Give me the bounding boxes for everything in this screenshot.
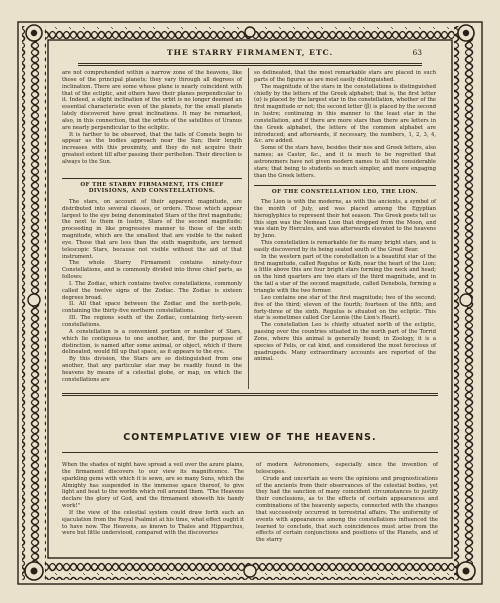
paragraph: By this division, the Stars are so distinguished from one another, that any particular star may be readily found in the heavens by means of a celestial globe, or map, on which the constellations are [62, 356, 242, 383]
bottom-right-column [256, 462, 438, 544]
left-column [62, 70, 242, 384]
paragraph: The Lion is with the moderns, as with the ancients, a symbol of the month of July, and was placed among the Egyptian hieroglyphics to represent their hot season. The Greek poets tell us this sign was the Nemean Lion that dropped from the Moon, and was slain by Hercules, and was afterwards elevated to the heavens by Juno. [254, 199, 436, 240]
bottom-left-column [62, 462, 244, 537]
paragraph: The whole Starry Firmament contains ninety-four Constellations, and is commonly divided into three chief parts, as follows: [62, 260, 242, 281]
paragraph: When the shades of night have spread a veil over the azure plains, the firmament discovers to our view its magnificence. The sparkling gems with which it is sewn, are so many Suns, which the Almighty has suspended in the immense space thereof, to give light and heat to the worlds which roll around them. "The Heavens declare the glory of God, and the firmament showeth his handy work!" [62, 462, 244, 510]
paragraph: Some of the stars have, besides their nos and Greek letters, also names; as Castor, &c., and it is much to be regretted that astronomers have not given modern names to all the considerable stars; that being to students so much simpler, and more engaging than the Greek letters. [254, 145, 436, 179]
paragraph: of modern Astronomers, especially since the invention of telescopes. [256, 462, 438, 475]
paragraph: are not comprehended within a narrow zone of the heavens, like those of the principal planets; they vary through all degrees of inclination. There are some whose plane is nearly coincident with that of the ecliptic, and others have their planes perpendicular to it. Indeed, a slight inclination of the orbit is no longer deemed an essential characteristic even of the planets, for the small planets lately discovered have great inclinations. It may be remarked, also, in this connection, that the orbits of the satellites of Uranus are nearly perpendicular to the ecliptic. [62, 70, 242, 131]
section-rule [62, 178, 242, 179]
running-head [78, 48, 422, 64]
section-divider-rule-double [62, 395, 438, 396]
paragraph: I. The Zodiac, which contains twelve constellations, commonly called the twelve signs of the Zodiac. The Zodiac is sixteen degrees broad. [62, 280, 242, 301]
section-heading-contemplative: CONTEMPLATIVE VIEW OF THE HEAVENS. [123, 432, 377, 443]
section-heading-leo: OF THE CONSTELLATION LEO, THE LION. [271, 188, 419, 195]
paragraph: II. All that space between the Zodiac and the north-pole, containing the thirty-five northern constellations. [62, 301, 242, 315]
paragraph: so delineated, that the most remarkable stars are placed in such parts of the figures as are most easily distinguished. [254, 70, 436, 83]
heading-underline [62, 452, 438, 453]
paragraph: This constellation is remarkable for its many bright stars, and is easily discovered by its being seated south of the Great Bear. [254, 240, 436, 253]
section-rule [254, 185, 436, 186]
header-rule-double [78, 65, 422, 66]
paragraph: The stars, on account of their apparent magnitude, are distributed into several classes, or orders. Those which appear largest to the eye being denominated Stars of the first magnitude; the next to them in lustre, Stars of the second magnitude; proceeding in like progressive manner to those of the sixth magnitude, which are the smallest that are visible to the naked eye. Those that are less than the sixth magnitude, are termed telescopic Stars, because not visible without the aid of that instrument. [62, 198, 242, 260]
paragraph: Leo contains one star of the first magnitude; two of the second; five of the third; eleven of the fourth; fourteen of the fifth; and forty-three of the sixth. Regulus is situated on the ecliptic. This star is sometimes called Cor Leonis (the Lion's Heart). [254, 294, 436, 322]
paragraph: In the western part of the constellation is a beautiful star of the first magnitude, called Regulus or Kolb, near the heart of the Lion; a little above this are four bright stars forming the neck and head; on the hind quarters are two stars of the third magnitude, and in the tail a star of the second magnitude, called Denebola, forming a triangle with the two former. [254, 253, 436, 294]
paragraph: If the view of the celestial system could draw forth such an ejaculation from the Royal Psalmist at his time, what effect ought it to have now. The Heavens, as known to Thales and Hipparchus, were but little understood, compared with the discoveries [62, 509, 244, 537]
section-divider-rule [62, 393, 438, 394]
page-number: 63 [412, 48, 422, 57]
paragraph: It is farther to be observed, that the tails of Comets begin to appear as the bodies approach near the Sun; their length increases with this proximity, and they do not acquire their greatest extent till after passing their perihelion. Their direction is always to the Sun. [62, 131, 242, 165]
header-rule [78, 63, 422, 64]
paragraph: Crude and uncertain as were the opinions and prognostications of the ancients from their observances of the celestial bodies, yet they had the sanction of many coincident circumstances to justify their conclusions, as to the effects of certain appearances and combinations of the heavenly aspects, connected with the changes that successively occurred in terrestrial affairs. The uniformity of events with appearances among the constellations influenced the learned to conclude, that such coincidences must arise from the effects of certain conjunctions and positions of the Planets, and of the starry [256, 475, 438, 544]
right-column [254, 70, 436, 363]
running-title: THE STARRY FIRMAMENT, ETC. [166, 48, 334, 57]
paragraph: The magnitude of the stars in the constellations is distinguished chiefly by the letters of the Greek alphabet; that is, the first letter (α) is placed by the largest star in the constellation, whether of the first magnitude or not; the second letter (β) is placed by the second in lustre; continuing in this manner to the least star in the constellation, and if there are more stars than there are letters in the Greek alphabet, the letters of the common alphabet are introduced; and afterwards, if necessary, the numbers, 1, 2, 3, 4, &c. are added. [254, 83, 436, 145]
paragraph: The constellation Leo is chiefly situated north of the ecliptic, passing over the countries situated in the north part of the Torrid Zone, where this animal is generally found; in Zoology, it is a species of Felis, or cat kind, and considered the most ferocious of quadrupeds. Many extraordinary accounts are reported of the animal. [254, 322, 436, 363]
paragraph: A constellation is a convenient portion or number of Stars, which lie contiguous to one another, and, for the purpose of distinction, is named after some animal, or object, which if there delineated, would fill up that space, as it appears to the eye. [62, 328, 242, 356]
column-divider [248, 68, 249, 389]
paragraph: III. The regions south of the Zodiac, containing forty-seven constellations. [62, 315, 242, 328]
section-heading-starry-firmament: OF THE STARRY FIRMAMENT, ITS CHIEF DIVISIONS, AND CONSTELLATIONS. [80, 181, 224, 195]
